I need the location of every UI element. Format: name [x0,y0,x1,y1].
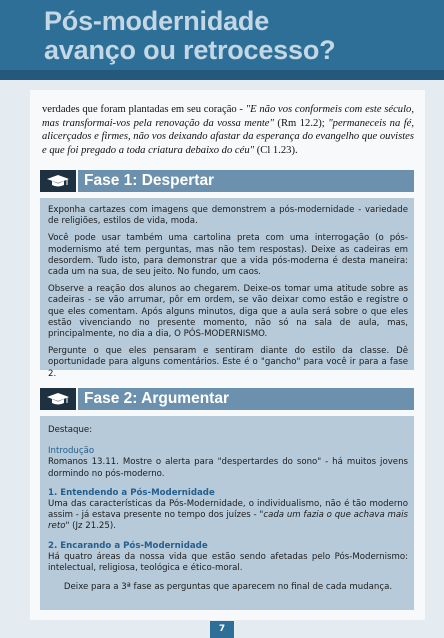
fase1-header [40,170,414,192]
intro-quote-1: "E não vos conformeis com este século, mas transformai-vos pela renovação da vossa mente" [42,104,414,129]
fase2-intro-text: Romanos 13.11. Mostre o alerta para "despertardes do sono" - há muitos jovens dormindo no pós-moderno. [48,457,408,479]
fase2-intro-block [48,446,408,480]
fase2-item1-quote: "cada um fazia o que achava mais reto" [48,510,408,532]
fase2-title: Fase 2: Argumentar [78,388,414,410]
fase2-destaque: Destaque: [48,425,93,435]
intro-ref-2: (Cl 1.23). [254,144,298,156]
fase2-item2-heading: 2. Encarando a Pós-Modernidade [48,540,208,551]
fase2-box [40,416,414,610]
graduation-cap-icon [40,170,76,192]
fase2-item1-heading: 1. Entendendo a Pós-Modernidade [48,487,215,498]
intro-lead: verdades que foram plantadas em seu coração - [42,104,246,115]
intro-paragraph [42,103,414,157]
fase2-item1-text: Uma das características da Pós-Modernidade, o individualismo, não é tão moderno assim - já estava presente no tempo dos juízes - [48,499,408,521]
fase2-item2-text: Há quatro áreas da nossa vida que estão sendo afetadas pelo Pós-Modernismo: intelectual, religiosa, teológica e ético-moral. [48,551,408,574]
fase1-paragraph-4: Pergunte o que eles pensaram e sentiram diante do estilo da classe. Dê oportunidade para alguns comentários. Este é o "gancho" para você ir para a fase 2. [48,346,408,379]
header-shade [0,70,444,80]
fase1-paragraph-2: Você pode usar também uma cartolina preta com uma interrogação (o pós-modernismo até tem perguntas, mas não tem respostas). Deixe as cadeiras em desordem. Tudo isto, para demonstrar que a vida pós-moderna é desta maneira: cada um na sua, de seu jeito. No fundo, um caos. [48,233,408,278]
fase1-box [40,198,414,379]
fase2-closing: Deixe para a 3ª fase as perguntas que aparecem no final de cada mudança. [63,582,393,593]
fase2-item1-ref: (Jz 21.25). [69,521,116,532]
fase2-header [40,388,414,410]
fase2-intro-heading: Introdução [48,446,95,457]
page-title-line-2: avanço ou retrocesso? [44,35,336,65]
fase2-item-2 [48,541,408,575]
page-title-line-1: Pós-modernidade [44,6,270,36]
intro-quote-2: "permaneceis na fé, alicerçados e firmes, não vos deixando afastar da esperança do evangelho que ouvistes e que foi pregado a toda criatura debaixo do céu" [42,117,414,156]
fase1-title: Fase 1: Despertar [78,170,414,192]
fase2-item-1 [48,488,408,533]
page-number: 7 [210,621,234,638]
fase1-paragraph-3: Observe a reação dos alunos ao chegarem. Deixe-os tomar uma atitude sobre as cadeiras - se vão arrumar, pôr em ordem, se vão deixar como estão e registre o que eles comentam. Após alguns minutos, diga que a aula será sobre o que eles estão vivenciando no presente momento, não só na sala de aula, mas, principalmente, no dia a dia, O PÓS-MODERNISMO. [48,284,408,340]
header-band [0,0,444,80]
intro-ref-1: (Rm 12.2); [273,117,329,129]
fase1-paragraph-1: Exponha cartazes com imagens que demonstrem a pós-modernidade - variedade de religiões, estilos de vida, moda. [48,205,408,227]
graduation-cap-icon [40,388,76,410]
